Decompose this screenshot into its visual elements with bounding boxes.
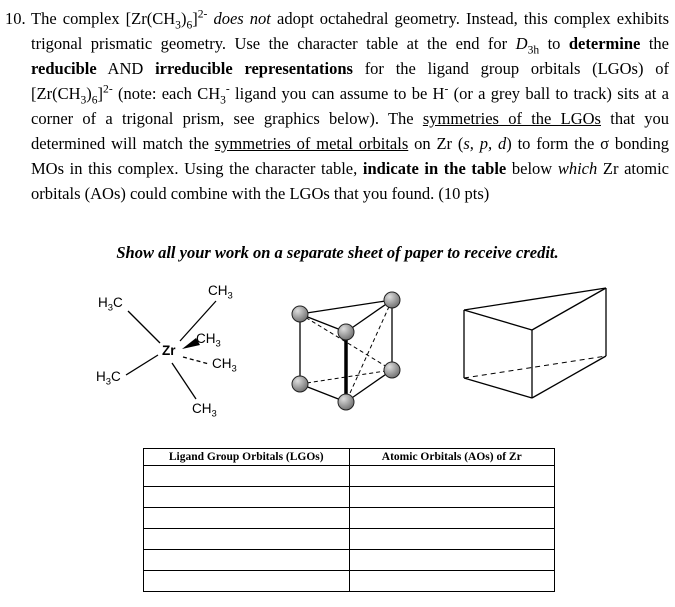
table-cell [349,529,555,550]
bond-lower-left [126,355,158,375]
prism-with-ligands-figure [282,282,427,434]
question-number: 10. [5,9,26,28]
table-header-row [144,449,555,466]
empty-prism-svg [458,282,630,422]
table-cell [144,466,350,487]
methyl-label-lower-left: $H_3C$ [96,369,121,388]
table-cell [144,550,350,571]
table-row [144,487,555,508]
prism-with-ligands-svg [282,282,427,434]
bottom-edge-left [464,378,532,398]
table-body [144,466,555,592]
table-cell [349,487,555,508]
table-row [144,550,555,571]
ligand-sphere [338,324,354,340]
bond-dashed [183,357,209,364]
empty-prism-edges [464,288,606,398]
table-cell [144,487,350,508]
hidden-bottom-edge [464,356,606,378]
table-header-lgo: Ligand Group Orbitals (LGOs) [144,449,350,466]
empty-prism-figure [458,282,630,422]
table-row [144,466,555,487]
top-edge-back [300,300,392,314]
table-cell [144,529,350,550]
zirconium-label: Zr [162,343,176,358]
table-header-ao: Atomic Orbitals (AOs) of Zr [349,449,555,466]
methyl-label-wedge: $CH_3$ [196,331,221,350]
top-edge-back [464,288,606,310]
table-cell [349,508,555,529]
table-row [144,529,555,550]
table-cell [349,466,555,487]
ligand-sphere [292,306,308,322]
zr-structure-figure [88,283,258,433]
bond-bottom [172,363,196,399]
table-cell [144,508,350,529]
ligand-sphere [338,394,354,410]
methyl-label-dashed: $CH_3$ [212,356,237,375]
table-cell [349,550,555,571]
lgo-ao-table [143,448,555,592]
table-row [144,571,555,592]
bond-upper-left [128,311,160,343]
table-cell [144,571,350,592]
methyl-label-upper-left: $H_3C$ [98,295,123,314]
methyl-label-top: $CH_3$ [208,283,233,302]
table-row [144,508,555,529]
table-cell [349,571,555,592]
ligand-sphere [292,376,308,392]
ligand-sphere [384,362,400,378]
question-text: The complex $[Zr(CH_3)_6]^{2-}$ does not adopt octahedral geometry. Instead, this complex exhibits trigonal prismatic geometry. Use the character table at the end for $D_{3h}$ to determine the reducible AND irreducible representations for the ligand group orbitals (LGOs) of $[Zr(CH_3)_6]^{2-}$ (note: each $CH_3^-$ ligand you can assume to be H- (or a grey ball to track) sits at a corner of a trigonal prism, see graphics below). The symmetries of the LGOs that you determined will match the symmetries of metal orbitals on Zr (s, p, d) to form the σ bonding MOs in this complex. Using the character table, indicate in the table below which Zr atomic orbitals (AOs) could combine with the LGOs that you found. (10 pts) [31,8,670,203]
bottom-edge-right [532,356,606,398]
methyl-label-bottom: $CH_3$ [192,401,217,420]
top-edge-left [464,310,532,330]
work-instruction: Show all your work on a separate sheet of paper to receive credit. [116,243,559,262]
ligand-sphere [384,292,400,308]
